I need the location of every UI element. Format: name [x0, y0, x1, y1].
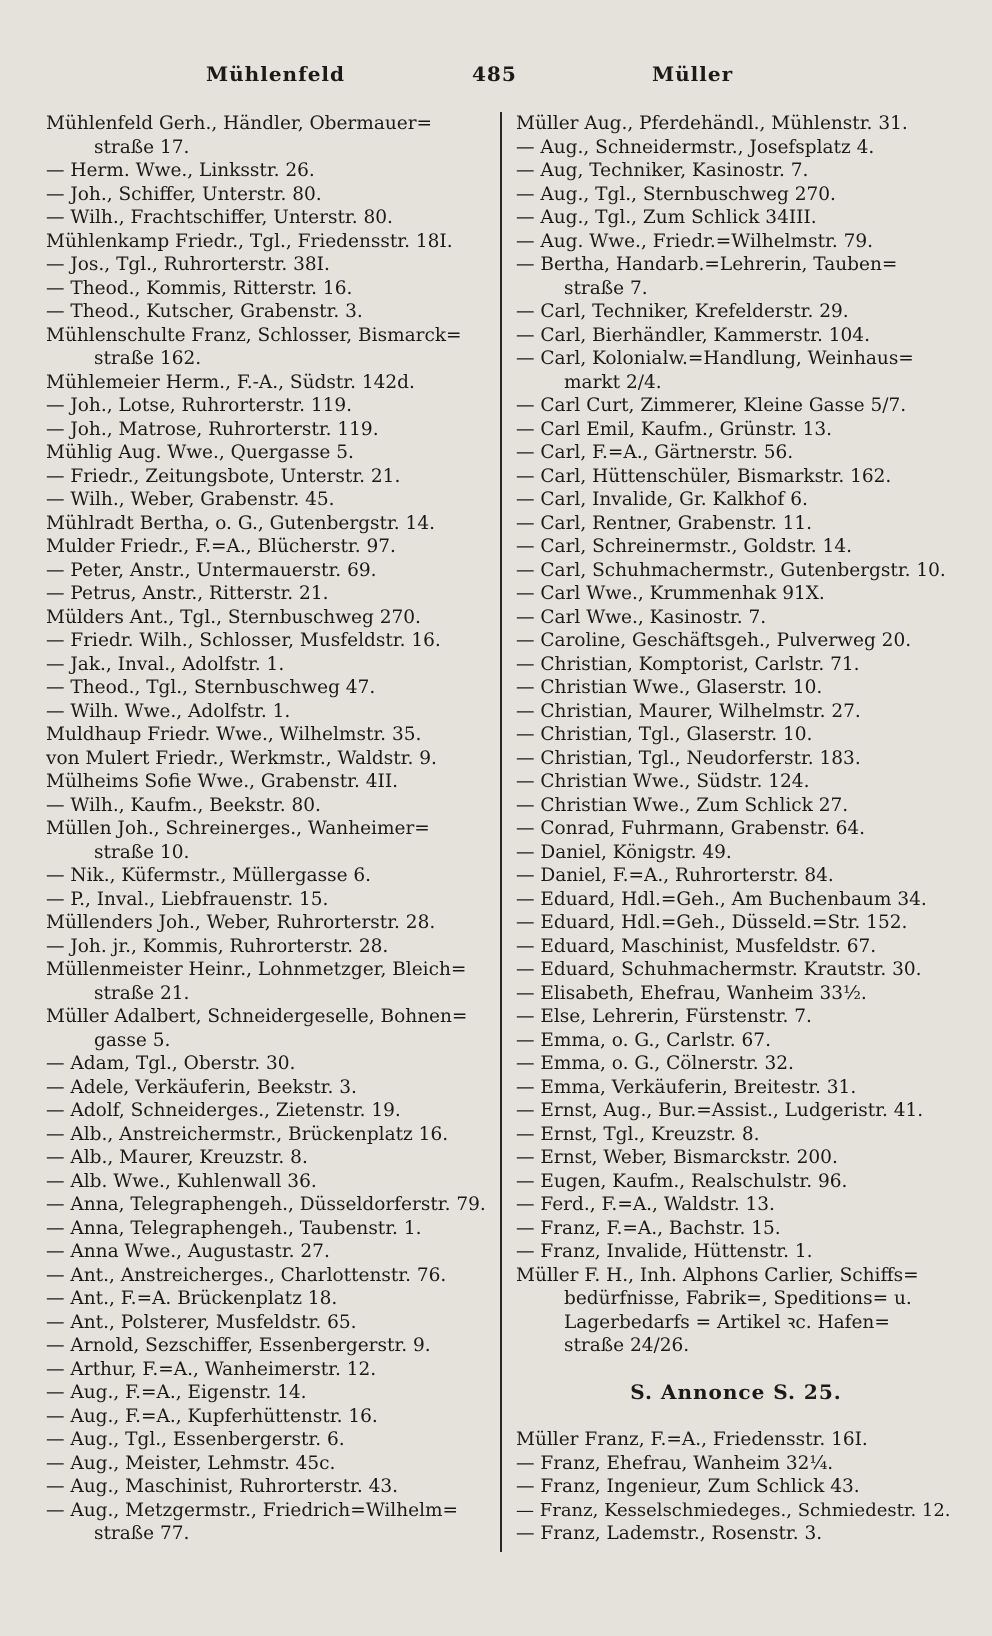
directory-entry: — Eugen, Kaufm., Realschulstr. 96. [516, 1170, 848, 1192]
directory-entry: — Adele, Verkäuferin, Beekstr. 3. [46, 1076, 357, 1098]
directory-entry: — Eduard, Hdl.=Geh., Düsseld.=Str. 152. [516, 912, 908, 933]
directory-entry: — Franz, Ingenieur, Zum Schlick 43. [516, 1476, 860, 1497]
directory-entry: — Theod., Kommis, Ritterstr. 16. [46, 277, 353, 299]
directory-entry: — Alb. Wwe., Kuhlenwall 36. [46, 1170, 317, 1192]
directory-entry: — Aug., Tgl., Sternbuschweg 270. [516, 183, 836, 205]
directory-entry: — Adam, Tgl., Oberstr. 30. [46, 1053, 296, 1074]
directory-entry: — Christian, Komptorist, Carlstr. 71. [516, 653, 860, 675]
directory-entry: Mühlradt Bertha, o. G., Gutenbergstr. 14. [46, 512, 435, 534]
directory-entry: Mühlenkamp Friedr., Tgl., Friedensstr. 18I. [46, 230, 453, 252]
directory-entry: — Aug., Meister, Lehmstr. 45c. [46, 1452, 336, 1474]
directory-entry: Mulder Friedr., F.=A., Blücherstr. 97. [46, 536, 396, 557]
directory-entry: — Joh., Schiffer, Unterstr. 80. [46, 183, 322, 205]
directory-entry: — Wilh., Kaufm., Beekstr. 80. [46, 794, 321, 816]
directory-entry: straße 17. [94, 136, 190, 158]
directory-entry: Müller F. H., Inh. Alphons Carlier, Schiffs= [516, 1264, 919, 1286]
directory-entry: straße 24/26. [564, 1335, 690, 1356]
directory-entry: markt 2/4. [564, 371, 662, 393]
directory-entry: — Ferd., F.=A., Waldstr. 13. [516, 1194, 775, 1215]
directory-entry: — Theod., Tgl., Sternbuschweg 47. [46, 677, 376, 698]
directory-entry: — Anna, Telegraphengeh., Taubenstr. 1. [46, 1217, 422, 1239]
directory-entry: Mülders Ant., Tgl., Sternbuschweg 270. [46, 606, 421, 628]
directory-entry: — Aug., Metzgermstr., Friedrich=Wilhelm= [46, 1499, 459, 1521]
directory-entry: — Carl, Schuhmachermstr., Gutenbergstr. 10. [516, 559, 946, 581]
directory-entry: Mühlig Aug. Wwe., Quergasse 5. [46, 442, 354, 463]
directory-entry: — Aug., Tgl., Essenbergerstr. 6. [46, 1429, 345, 1450]
directory-entry: — Carl, Rentner, Grabenstr. 11. [516, 512, 813, 534]
directory-entry: Mühlenschulte Franz, Schlosser, Bismarck= [46, 324, 462, 346]
directory-entry: — Alb., Maurer, Kreuzstr. 8. [46, 1147, 308, 1168]
directory-entry: — Friedr. Wilh., Schlosser, Musfeldstr. 16. [46, 630, 441, 651]
directory-entry: — Else, Lehrerin, Fürstenstr. 7. [516, 1006, 812, 1027]
directory-entry: — Aug., F.=A., Eigenstr. 14. [46, 1382, 307, 1403]
directory-entry: — Franz, Kesselschmiedeges., Schmiedestr. 12. [516, 1499, 951, 1521]
directory-entry: — Joh., Matrose, Ruhrorterstr. 119. [46, 418, 379, 440]
directory-entry: — Jak., Inval., Adolfstr. 1. [46, 653, 285, 675]
column-divider [500, 112, 502, 1552]
directory-entry: Müllenders Joh., Weber, Ruhrorterstr. 28. [46, 912, 436, 933]
directory-entry: Müllenmeister Heinr., Lohnmetzger, Bleich= [46, 959, 467, 980]
directory-entry: — Ernst, Tgl., Kreuzstr. 8. [516, 1123, 760, 1145]
directory-entry: — Daniel, Königstr. 49. [516, 841, 732, 863]
directory-entry: — Wilh., Frachtschiffer, Unterstr. 80. [46, 207, 393, 228]
directory-entry: — Alb., Anstreichermstr., Brückenplatz 16. [46, 1123, 449, 1145]
directory-entry: — Emma, o. G., Carlstr. 67. [516, 1029, 771, 1051]
page-number: 485 [472, 62, 517, 86]
directory-entry: — Daniel, F.=A., Ruhrorterstr. 84. [516, 865, 834, 886]
directory-entry: — Wilh. Wwe., Adolfstr. 1. [46, 700, 291, 722]
directory-entry: — Franz, Ehefrau, Wanheim 32¼. [516, 1452, 834, 1474]
directory-entry: — Eduard, Schuhmachermstr. Krautstr. 30. [516, 959, 922, 980]
directory-entry: — Christian Wwe., Glaserstr. 10. [516, 677, 823, 698]
directory-entry: Mühlenfeld Gerh., Händler, Obermauer= [46, 113, 433, 134]
directory-entry: Müllen Joh., Schreinerges., Wanheimer= [46, 818, 430, 839]
directory-entry: — Joh. jr., Kommis, Ruhrorterstr. 28. [46, 935, 389, 957]
blank-line [516, 1358, 956, 1382]
page-header [0, 62, 992, 92]
directory-entry: — Carl, Hüttenschüler, Bismarkstr. 162. [516, 465, 892, 487]
directory-entry: — Franz, F.=A., Bachstr. 15. [516, 1217, 781, 1239]
directory-entry: bedürfnisse, Fabrik=, Speditions= u. [564, 1288, 912, 1309]
directory-entry: — Eduard, Hdl.=Geh., Am Buchenbaum 34. [516, 888, 927, 910]
directory-entry: gasse 5. [94, 1029, 171, 1051]
directory-entry: — Christian, Tgl., Glaserstr. 10. [516, 724, 813, 745]
directory-entry: Lagerbedarfs = Artikel ꝛc. Hafen= [564, 1311, 890, 1333]
directory-entry: — Christian, Maurer, Wilhelmstr. 27. [516, 700, 861, 722]
directory-entry: — Eduard, Maschinist, Musfeldstr. 67. [516, 935, 877, 957]
directory-entry: — Ant., Anstreicherges., Charlottenstr. 76. [46, 1264, 447, 1286]
directory-entry: — Carl, Kolonialw.=Handlung, Weinhaus= [516, 348, 914, 369]
directory-entry: — Christian Wwe., Südstr. 124. [516, 771, 810, 792]
directory-entry: — Herm. Wwe., Linksstr. 26. [46, 160, 315, 181]
directory-entry: — Caroline, Geschäftsgeh., Pulverweg 20. [516, 630, 912, 651]
directory-entry: — Aug., Schneidermstr., Josefsplatz 4. [516, 136, 875, 158]
directory-entry: — Carl, Bierhändler, Kammerstr. 104. [516, 324, 870, 346]
directory-entry: straße 10. [94, 841, 190, 863]
directory-entry: — Peter, Anstr., Untermauerstr. 69. [46, 559, 377, 581]
directory-entry: — Carl Wwe., Kasinostr. 7. [516, 606, 767, 628]
directory-entry: — Franz, Invalide, Hüttenstr. 1. [516, 1241, 813, 1262]
directory-entry: — Emma, o. G., Cölnerstr. 32. [516, 1053, 794, 1074]
directory-entry: straße 7. [564, 277, 648, 299]
directory-entry: — Emma, Verkäuferin, Breitestr. 31. [516, 1076, 857, 1098]
directory-entry: von Mulert Friedr., Werkmstr., Waldstr. 9. [46, 747, 437, 769]
directory-entry: — Bertha, Handarb.=Lehrerin, Tauben= [516, 254, 898, 275]
directory-entry: — Aug, Techniker, Kasinostr. 7. [516, 160, 809, 181]
directory-entry: — Arthur, F.=A., Wanheimerstr. 12. [46, 1358, 377, 1380]
directory-entry: — Aug. Wwe., Friedr.=Wilhelmstr. 79. [516, 230, 874, 252]
directory-entry: — Carl, Schreinermstr., Goldstr. 14. [516, 536, 852, 557]
directory-entry: — Friedr., Zeitungsbote, Unterstr. 21. [46, 465, 401, 487]
directory-entry: — Christian, Tgl., Neudorferstr. 183. [516, 747, 861, 769]
directory-entry: Müller Adalbert, Schneidergeselle, Bohnen= [46, 1006, 468, 1027]
directory-entry: — Carl Curt, Zimmerer, Kleine Gasse 5/7. [516, 395, 907, 416]
directory-entry: Müller Franz, F.=A., Friedensstr. 16I. [516, 1429, 868, 1450]
directory-entry: — Ant., F.=A. Brückenplatz 18. [46, 1288, 338, 1309]
directory-entry: — Elisabeth, Ehefrau, Wanheim 33½. [516, 982, 867, 1004]
directory-entry: — Conrad, Fuhrmann, Grabenstr. 64. [516, 818, 866, 839]
directory-entry: — Jos., Tgl., Ruhrorterstr. 38I. [46, 254, 330, 275]
directory-entry: — Joh., Lotse, Ruhrorterstr. 119. [46, 395, 353, 416]
directory-entry: — Ernst, Weber, Bismarckstr. 200. [516, 1147, 838, 1168]
directory-entry: — Christian Wwe., Zum Schlick 27. [516, 794, 849, 816]
directory-entry: — Aug., Maschinist, Ruhrorterstr. 43. [46, 1476, 399, 1497]
directory-entry: — Aug., F.=A., Kupferhüttenstr. 16. [46, 1405, 378, 1427]
directory-entry: — Carl, Invalide, Gr. Kalkhof 6. [516, 489, 808, 510]
directory-entry: — Franz, Lademstr., Rosenstr. 3. [516, 1523, 823, 1544]
directory-entry: — Wilh., Weber, Grabenstr. 45. [46, 489, 335, 510]
directory-entry: — Theod., Kutscher, Grabenstr. 3. [46, 301, 363, 322]
directory-entry: Mülheims Sofie Wwe., Grabenstr. 4II. [46, 771, 399, 792]
directory-entry: — Carl, F.=A., Gärtnerstr. 56. [516, 442, 794, 463]
directory-entry: — Aug., Tgl., Zum Schlick 34III. [516, 207, 817, 228]
header-right-word: Müller [652, 62, 734, 86]
directory-entry: — Anna Wwe., Augustastr. 27. [46, 1241, 330, 1262]
directory-entry: Müller Aug., Pferdehändl., Mühlenstr. 31. [516, 113, 908, 134]
directory-entry: — Petrus, Anstr., Ritterstr. 21. [46, 583, 329, 604]
directory-entry: — Carl, Techniker, Krefelderstr. 29. [516, 301, 849, 322]
directory-entry: — Nik., Küfermstr., Müllergasse 6. [46, 865, 372, 886]
right-column [516, 112, 956, 1546]
directory-entry: straße 77. [94, 1523, 190, 1544]
directory-entry: — Carl Wwe., Krummenhak 91X. [516, 583, 825, 604]
blank-line [516, 1405, 956, 1429]
directory-entry: — Adolf, Schneiderges., Zietenstr. 19. [46, 1100, 401, 1121]
directory-entry: — Arnold, Sezschiffer, Essenbergerstr. 9. [46, 1335, 431, 1356]
directory-entry: — Anna, Telegraphengeh., Düsseldorferstr. 79. [46, 1194, 486, 1215]
directory-entry: straße 162. [94, 348, 202, 369]
annonce-reference: S. Annonce S. 25. [630, 1380, 842, 1404]
header-left-word: Mühlenfeld [206, 62, 345, 86]
directory-entry: — Ant., Polsterer, Musfeldstr. 65. [46, 1311, 357, 1333]
left-column [46, 112, 486, 1546]
directory-entry: — Carl Emil, Kaufm., Grünstr. 13. [516, 418, 833, 440]
directory-entry: straße 21. [94, 982, 190, 1004]
directory-entry: Muldhaup Friedr. Wwe., Wilhelmstr. 35. [46, 724, 422, 745]
directory-entry: Mühlemeier Herm., F.-A., Südstr. 142d. [46, 371, 415, 393]
directory-entry: — P., Inval., Liebfrauenstr. 15. [46, 888, 329, 910]
directory-entry: — Ernst, Aug., Bur.=Assist., Ludgeristr. 41. [516, 1100, 924, 1121]
